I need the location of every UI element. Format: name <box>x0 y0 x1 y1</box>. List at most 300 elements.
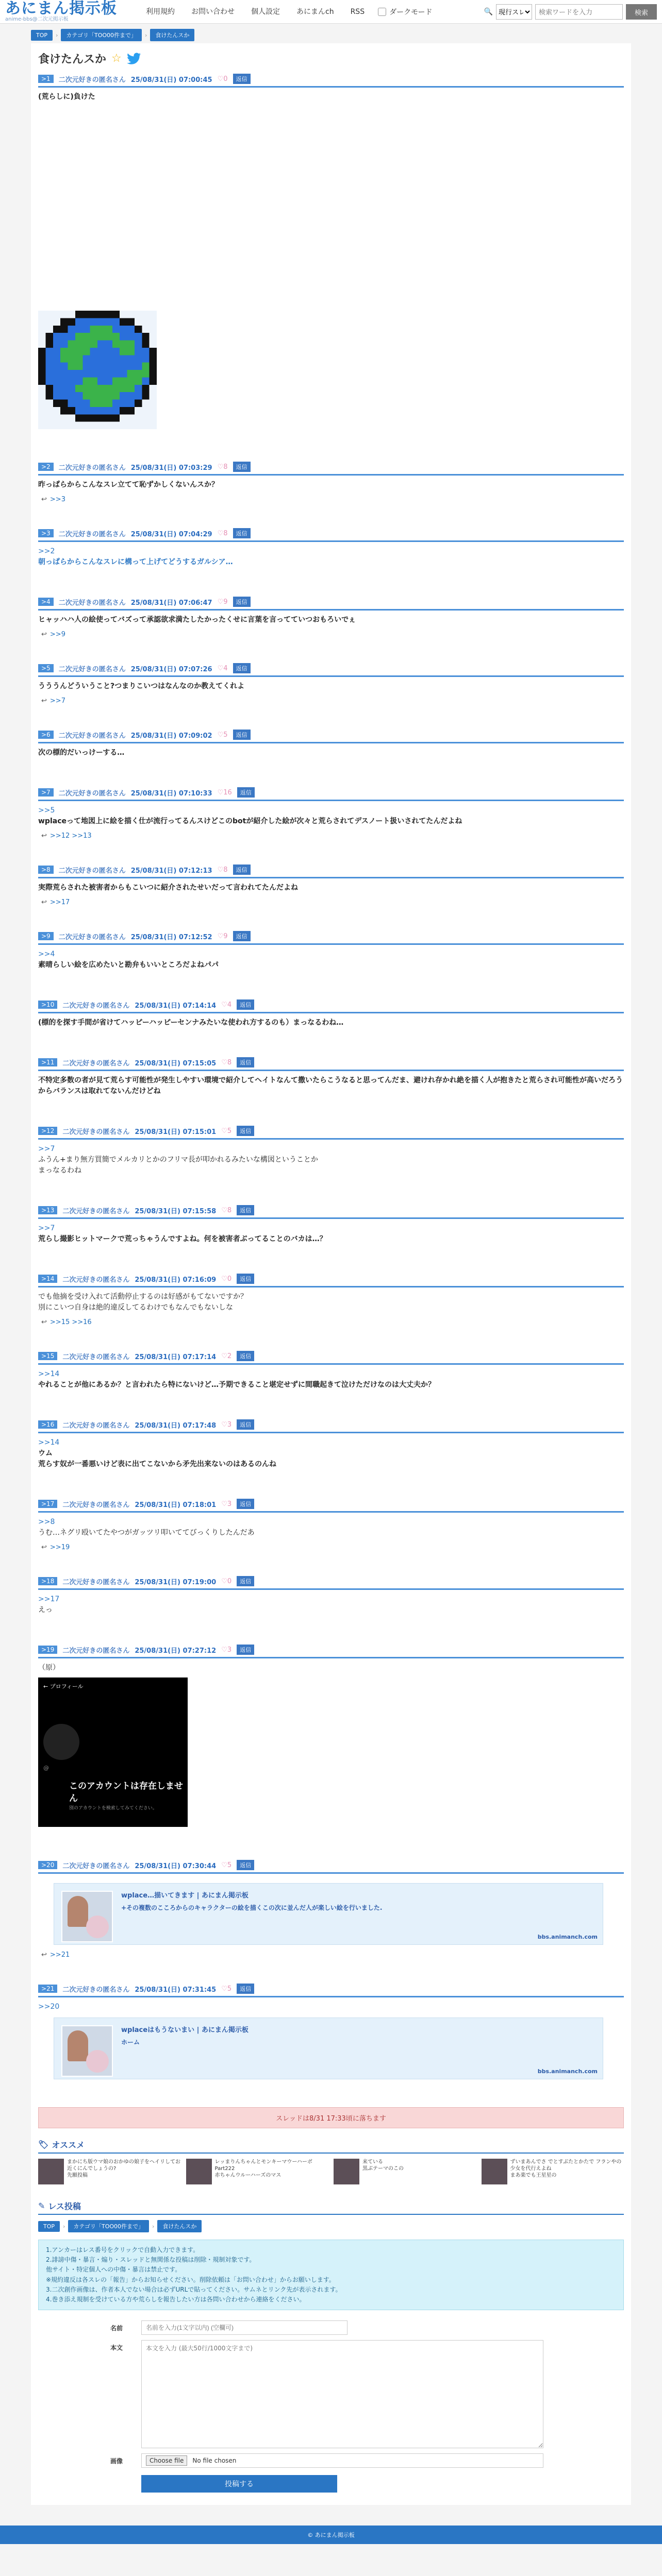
post-text: (荒らしに)負けた <box>38 93 95 101</box>
breadcrumb-sep: › <box>145 31 147 39</box>
post-body <box>38 878 624 895</box>
site-logo[interactable] <box>5 1 117 22</box>
recommend-item[interactable] <box>482 2159 624 2184</box>
like-button[interactable] <box>218 598 228 606</box>
reply-button[interactable]: 返信 <box>237 1419 254 1430</box>
post-body <box>38 1219 624 1247</box>
name-row <box>110 2320 624 2335</box>
rule-line: 1.アンカーはレス番号をクリックで自動入力できます。 <box>46 2246 200 2253</box>
breadcrumb-top[interactable]: TOP <box>38 2221 60 2232</box>
post-body <box>38 945 624 973</box>
recommend-item-sub: 赤ちゃんウルーハーズのマス <box>214 2173 282 2178</box>
link-preview-title[interactable]: wplaceはもうないまい | あにまん掲示板 <box>121 2026 249 2034</box>
favorite-star-icon[interactable]: ☆ <box>111 52 122 65</box>
heart-icon: ♡ <box>217 664 224 672</box>
post-date: 25/08/31(日) 07:12:52 <box>130 933 212 941</box>
site-footer: © あにまん掲示板 <box>0 2526 662 2544</box>
like-count: 8 <box>223 866 228 874</box>
post-header <box>38 1858 624 1874</box>
like-count: 0 <box>223 75 228 83</box>
like-count: 8 <box>223 529 228 537</box>
backref-link[interactable]: >>12 <box>49 832 72 840</box>
tag-icon: 🏷 <box>38 2140 49 2149</box>
reply-arrow-icon: ↩ <box>41 1951 47 1959</box>
backref-link[interactable]: >>13 <box>72 832 92 840</box>
rule-line: 3.二次創作画像は、作者本人でない場合は必ずURLで貼ってください。サムネとリンク先が表示されます。 <box>46 2285 342 2293</box>
post-number[interactable]: >1 <box>38 75 54 83</box>
reply-button[interactable]: 返信 <box>233 462 251 472</box>
backref-links <box>38 895 624 906</box>
like-button[interactable] <box>221 1578 231 1585</box>
post-date: 25/08/31(日) 07:15:05 <box>135 1059 217 1067</box>
post-number[interactable]: >10 <box>38 1001 57 1009</box>
like-count: 0 <box>227 1577 232 1585</box>
post-date: 25/08/31(日) 07:31:45 <box>135 1986 217 1994</box>
reply-button[interactable]: 返信 <box>233 74 251 84</box>
post-body <box>38 1874 624 1948</box>
dark-mode-label: ダークモード <box>389 8 433 16</box>
reply-button[interactable]: 返信 <box>237 1126 254 1136</box>
post-number[interactable]: >13 <box>38 1206 57 1214</box>
nav-rss[interactable]: RSS <box>350 7 365 16</box>
site-header <box>0 0 662 24</box>
pencil-icon: ✎ <box>38 2201 45 2211</box>
reply-anchor-link[interactable]: >>14 <box>38 1370 60 1378</box>
post-header <box>38 997 624 1013</box>
breadcrumb-category[interactable]: カテゴリ「TOO00件まで」 <box>61 29 142 41</box>
account-not-found-image[interactable] <box>38 1677 188 1827</box>
post-text: 次の標的だいっけーする… <box>38 749 125 757</box>
nav-terms[interactable]: 利用規約 <box>146 7 175 16</box>
post <box>38 1055 624 1103</box>
backref-links <box>38 694 624 705</box>
file-input[interactable] <box>141 2453 543 2468</box>
post-header <box>38 785 624 801</box>
reply-anchor-link[interactable]: >>17 <box>38 1595 60 1603</box>
post-header <box>38 595 624 611</box>
nav-animanch[interactable]: あにまんch <box>296 7 334 16</box>
profile-bar: ← プロフィール <box>43 1683 84 1690</box>
post-text: 実際荒らされた被害者からもこいつに紹介されたせいだって言われてたんだよね <box>38 884 298 892</box>
logo-title[interactable]: あにまん掲示板 <box>5 0 117 18</box>
earth-pixel-image[interactable] <box>38 311 157 429</box>
poster-name: 二次元好きの匿名さん <box>62 1002 130 1010</box>
like-button[interactable] <box>218 866 228 874</box>
post-number[interactable]: >15 <box>38 1352 57 1360</box>
like-count: 0 <box>227 1275 232 1283</box>
like-button[interactable] <box>218 75 228 83</box>
recommend-item-sub: まあ楽でも王星星の <box>510 2173 557 2178</box>
top-nav <box>138 0 438 24</box>
like-button[interactable] <box>218 789 232 796</box>
like-button[interactable] <box>221 1059 231 1066</box>
heart-icon: ♡ <box>217 866 224 874</box>
post <box>38 661 624 709</box>
profile-message: このアカウントは存在しません <box>69 1781 183 1804</box>
poster-name: 二次元好きの匿名さん <box>58 867 126 875</box>
post-header <box>38 1642 624 1658</box>
post <box>38 1272 624 1330</box>
backref-link[interactable]: >>3 <box>49 496 65 503</box>
reply-button[interactable]: 返信 <box>233 865 251 875</box>
post-body <box>38 1590 624 1618</box>
post-text: ヒャッハハ人の絵使ってバズって承認欲求満たしたかったくせに言葉を言ってていつおもろいでぇ <box>38 616 356 624</box>
heart-icon: ♡ <box>221 1861 227 1869</box>
post-date: 25/08/31(日) 07:27:12 <box>135 1647 217 1655</box>
thread-closing-notice: スレッドは8/31 17:33頃に落ちます <box>38 2107 624 2128</box>
heart-icon: ♡ <box>217 529 224 537</box>
search-input[interactable] <box>535 4 623 20</box>
reply-button[interactable]: 返信 <box>237 1057 254 1067</box>
link-preview-desc: ホーム <box>121 2038 140 2046</box>
post-number[interactable]: >9 <box>38 932 54 940</box>
poster-name: 二次元好きの匿名さん <box>62 1421 130 1430</box>
file-status: No file chosen <box>192 2457 237 2465</box>
post-body <box>38 801 624 829</box>
poster-name: 二次元好きの匿名さん <box>62 1647 130 1655</box>
breadcrumb-category[interactable]: カテゴリ「TOO00件まで」 <box>68 2220 149 2232</box>
poster-name: 二次元好きの匿名さん <box>62 1128 130 1136</box>
post-number[interactable]: >19 <box>38 1646 57 1654</box>
post-header <box>38 727 624 743</box>
search-icon: 🔍 <box>484 8 493 16</box>
breadcrumb-sep: › <box>63 2223 65 2230</box>
nav-contact[interactable]: お問い合わせ <box>191 7 235 16</box>
like-button[interactable] <box>218 731 228 739</box>
avatar <box>43 1724 79 1760</box>
reply-button[interactable]: 返信 <box>237 1984 254 1994</box>
like-button[interactable] <box>221 1500 231 1508</box>
toggle-checkbox[interactable] <box>378 8 386 16</box>
link-preview-title[interactable]: wplace…描いてきます | あにまん掲示板 <box>121 1892 249 1900</box>
submit-button[interactable]: 投稿する <box>141 2475 337 2493</box>
poster-name: 二次元好きの匿名さん <box>58 789 126 798</box>
like-button[interactable] <box>221 1421 231 1429</box>
reply-arrow-icon: ↩ <box>41 496 47 503</box>
reply-button[interactable]: 返信 <box>233 730 251 740</box>
heart-icon: ♡ <box>221 1058 227 1066</box>
recommend-section-title <box>38 2137 624 2154</box>
reply-anchor-link[interactable]: >>7 <box>38 1224 55 1232</box>
post-date: 25/08/31(日) 07:06:47 <box>130 599 212 607</box>
post-number[interactable]: >2 <box>38 463 54 471</box>
like-count: 5 <box>227 1985 232 1993</box>
post <box>38 1497 624 1555</box>
recommend-list <box>38 2154 624 2195</box>
heart-icon: ♡ <box>217 598 224 606</box>
post-header <box>38 1203 624 1219</box>
choose-file-button[interactable]: Choose file <box>146 2455 187 2466</box>
reply-button[interactable]: 返信 <box>237 1499 254 1509</box>
reply-anchor-link[interactable]: >>7 <box>38 1145 55 1153</box>
post-header <box>38 1124 624 1140</box>
reply-button[interactable]: 返信 <box>237 1645 254 1655</box>
rule-line: ※規約違反は各スレの「報告」からお知らせください。削除依頼は「お問い合わせ」からお願いします。 <box>46 2276 335 2283</box>
poster-name: 二次元好きの匿名さん <box>58 530 126 538</box>
poster-name: 二次元好きの匿名さん <box>62 1501 130 1509</box>
post <box>38 1203 624 1251</box>
link-preview-url[interactable]: bbs.animanch.com <box>537 2067 598 2075</box>
breadcrumb-thread[interactable]: 食けたんスか <box>150 29 194 41</box>
post <box>38 1642 624 1837</box>
like-count: 5 <box>227 1127 232 1135</box>
backref-link[interactable]: >>21 <box>49 1951 70 1959</box>
like-button[interactable] <box>221 1861 231 1869</box>
like-button[interactable] <box>218 463 228 471</box>
post <box>38 1417 624 1476</box>
backref-links <box>38 829 624 840</box>
like-button[interactable] <box>221 1985 231 1993</box>
post <box>38 526 624 574</box>
post-date: 25/08/31(日) 07:16:09 <box>135 1276 217 1284</box>
like-button[interactable] <box>218 933 228 940</box>
post <box>38 460 624 507</box>
reply-section-title <box>38 2198 624 2215</box>
post-body <box>38 1997 624 2082</box>
poster-name: 二次元好きの匿名さん <box>58 599 126 607</box>
reply-button[interactable]: 返信 <box>237 1860 254 1870</box>
post-number[interactable]: >6 <box>38 731 54 739</box>
search-bar <box>484 4 657 20</box>
post-date: 25/08/31(日) 07:15:01 <box>135 1128 217 1136</box>
post-header <box>38 1272 624 1287</box>
like-button[interactable] <box>218 530 228 537</box>
post-text: ウム <box>38 1449 53 1458</box>
recommend-thumb <box>38 2159 64 2184</box>
recommend-item[interactable] <box>334 2159 476 2184</box>
post-number[interactable]: >5 <box>38 664 54 672</box>
post-body <box>38 1365 624 1393</box>
breadcrumb-thread[interactable]: 食けたんスか <box>157 2220 202 2232</box>
post-body <box>38 542 624 570</box>
post <box>38 997 624 1035</box>
reply-arrow-icon: ↩ <box>41 1318 47 1326</box>
post-date: 25/08/31(日) 07:14:14 <box>135 1002 217 1010</box>
recommend-thumb <box>186 2159 212 2184</box>
reply-anchor-link[interactable]: >>20 <box>38 2003 60 2011</box>
link-preview-card[interactable] <box>54 1883 603 1945</box>
poster-name: 二次元好きの匿名さん <box>62 1353 130 1361</box>
post-text: 不特定多数の者が見て荒らす可能性が発生しやすい環境で紹介してヘイトなんて撒いたらこうなると思ってんだま、避けれ存かれ絶を描く人が抱きたと荒らされ可能性が高いだろうからバランスは取れてないんだけどね <box>38 1076 623 1095</box>
poster-name: 二次元好きの匿名さん <box>58 464 126 472</box>
post-text: うむ…ネグリ殴いてたやつがガッツリ叩いててびっくりしたんだあ <box>38 1529 255 1537</box>
reply-button[interactable]: 返信 <box>233 663 251 673</box>
thumb-figure <box>68 1896 88 1927</box>
reply-button[interactable]: 返信 <box>233 597 251 607</box>
poster-name: 二次元好きの匿名さん <box>62 1578 130 1586</box>
post-number[interactable]: >7 <box>38 788 54 796</box>
reply-button[interactable]: 返信 <box>233 528 251 538</box>
body-field[interactable] <box>141 2340 543 2448</box>
post-number[interactable]: >3 <box>38 529 54 537</box>
reply-form <box>38 2195 624 2493</box>
breadcrumb <box>0 24 662 43</box>
name-field[interactable] <box>141 2320 347 2335</box>
reply-anchor-link[interactable]: >>4 <box>38 950 55 958</box>
post-date: 25/08/31(日) 07:03:29 <box>130 464 212 472</box>
recommend-item-title[interactable]: レッまりんちゃんとモンキーマウーハーボ Part222 <box>214 2159 312 2172</box>
post-number[interactable]: >11 <box>38 1058 57 1066</box>
link-preview-thumb <box>61 2025 113 2077</box>
form-breadcrumb <box>38 2215 624 2234</box>
body-label: 本文 <box>110 2344 123 2352</box>
post <box>38 727 624 765</box>
rule-line: 4.巻き添え規制を受けている方や荒らしを報告したい方は各問い合わせから連絡をください。 <box>46 2295 306 2303</box>
recommend-item-title[interactable]: まかにち版ウマ娘のおかゆの娘子をヘイリしてお近くにんでしょうの? <box>67 2159 180 2172</box>
link-preview-text <box>113 1891 382 1937</box>
post-number[interactable]: >8 <box>38 866 54 874</box>
poster-name: 二次元好きの匿名さん <box>62 1276 130 1284</box>
like-button[interactable] <box>221 1001 231 1009</box>
poster-name: 二次元好きの匿名さん <box>58 76 126 84</box>
heart-icon: ♡ <box>221 1420 227 1429</box>
post-text: 荒らす奴が一番悪いけど表に出てこないから矛先出来ないのはあるのんね <box>38 1460 276 1468</box>
heart-icon: ♡ <box>217 463 224 471</box>
recommend-item-title[interactable]: ずいまあんでさ でとすぶたとかたで フランやの少女を代行えよね <box>510 2159 622 2172</box>
post-header <box>38 661 624 677</box>
reply-button[interactable]: 返信 <box>237 1576 254 1586</box>
post <box>38 1981 624 2087</box>
recommend-item-title[interactable]: 来ている <box>362 2159 383 2165</box>
like-count: 8 <box>227 1206 232 1214</box>
search-scope-select[interactable] <box>496 4 532 20</box>
recommend-thumb <box>482 2159 507 2184</box>
post-text: でも他摘を受け入れて活動停止するのは好感がもてないですか？ <box>38 1293 247 1301</box>
post-number[interactable]: >14 <box>38 1275 57 1283</box>
heart-icon: ♡ <box>221 1275 227 1283</box>
post-header <box>38 929 624 945</box>
reply-arrow-icon: ↩ <box>41 832 47 840</box>
backref-link[interactable]: >>9 <box>49 631 65 638</box>
reply-anchor-link[interactable]: >>14 <box>38 1438 60 1447</box>
logo-subtitle: anime-bbs@二次元掲示板 <box>5 16 69 22</box>
heart-icon: ♡ <box>221 1577 227 1585</box>
post-number[interactable]: >4 <box>38 598 54 606</box>
recommend-thumb <box>334 2159 359 2184</box>
post-body <box>38 1013 624 1030</box>
post <box>38 1349 624 1397</box>
breadcrumb-top[interactable]: TOP <box>31 30 53 41</box>
post-body <box>38 611 624 628</box>
recommend-item[interactable] <box>38 2159 181 2184</box>
reply-anchor-link[interactable]: >>8 <box>38 1518 55 1526</box>
post-list <box>38 72 624 2087</box>
backref-links <box>38 628 624 638</box>
like-button[interactable] <box>221 1127 231 1135</box>
thumb-figure <box>86 1916 109 1938</box>
post-header <box>38 526 624 542</box>
post-date: 25/08/31(日) 07:15:58 <box>135 1207 217 1215</box>
backref-link[interactable]: >>15 <box>49 1318 72 1326</box>
post-number[interactable]: >17 <box>38 1500 57 1508</box>
post-number[interactable]: >20 <box>38 1861 57 1869</box>
post-body <box>38 1287 624 1315</box>
post-number[interactable]: >12 <box>38 1127 57 1135</box>
post-date: 25/08/31(日) 07:17:14 <box>135 1353 217 1361</box>
backref-link[interactable]: >>16 <box>72 1318 92 1326</box>
backref-link[interactable]: >>19 <box>49 1544 70 1551</box>
like-button[interactable] <box>218 665 228 672</box>
post-header <box>38 1417 624 1433</box>
post-text: （原） <box>38 1664 60 1672</box>
post-text: (標的を探す手間が省けてハッピーハッピーセンナみたいな使われ方するのも）まっなるわね… <box>38 1019 344 1027</box>
link-preview-url[interactable]: bbs.animanch.com <box>537 1933 598 1940</box>
like-count: 3 <box>227 1646 232 1654</box>
reply-arrow-icon: ↩ <box>41 1544 47 1551</box>
like-button[interactable] <box>221 1207 231 1214</box>
thumb-figure <box>68 2030 88 2061</box>
post-number[interactable]: >21 <box>38 1985 57 1993</box>
post-text: 素晴らしい絵を広めたいと勘弁もいいところだよねパパ <box>38 961 219 969</box>
dark-mode-toggle[interactable] <box>373 0 437 24</box>
backref-link[interactable]: >>7 <box>49 697 65 705</box>
post-text: 昨っぱらからこんなスレ立てて恥ずかしくないんスか？ <box>38 481 219 489</box>
like-button[interactable] <box>221 1275 231 1283</box>
reply-anchor-link[interactable]: >>5 <box>38 806 55 815</box>
reply-button[interactable]: 返信 <box>237 1274 254 1284</box>
reply-button[interactable]: 返信 <box>237 787 255 798</box>
post-number[interactable]: >18 <box>38 1577 57 1585</box>
backref-link[interactable]: >>17 <box>49 899 70 906</box>
recommend-item[interactable] <box>186 2159 329 2184</box>
recommend-title: オススメ <box>52 2140 85 2150</box>
reply-arrow-icon: ↩ <box>41 631 47 638</box>
post-header <box>38 72 624 88</box>
post-date: 25/08/31(日) 07:17:48 <box>135 1421 217 1430</box>
link-preview-thumb <box>61 1891 113 1942</box>
heart-icon: ♡ <box>221 1206 227 1214</box>
recommend-item-sub: 黒ぶテーマのこの <box>362 2166 404 2172</box>
search-button[interactable]: 検索 <box>626 4 657 20</box>
post-text: うううんどういうこと?つまりこいつはなんなのか教えてくれよ <box>38 682 245 690</box>
like-count: 3 <box>227 1420 232 1429</box>
name-label: 名前 <box>110 2325 123 2332</box>
link-preview-card[interactable] <box>54 2018 603 2079</box>
post-date: 25/08/31(日) 07:30:44 <box>135 1862 217 1870</box>
link-preview-text <box>113 2025 249 2072</box>
image-row <box>110 2453 624 2468</box>
posting-rules <box>38 2240 624 2310</box>
post-date: 25/08/31(日) 07:04:29 <box>130 530 212 538</box>
post-body <box>38 1658 624 1833</box>
like-count: 9 <box>223 932 228 940</box>
reply-arrow-icon: ↩ <box>41 899 47 906</box>
reply-button[interactable]: 返信 <box>233 931 251 941</box>
heart-icon: ♡ <box>221 1127 227 1135</box>
reply-button[interactable]: 返信 <box>237 1205 254 1215</box>
nav-settings[interactable]: 個人設定 <box>251 7 280 16</box>
reply-button[interactable]: 返信 <box>237 999 254 1010</box>
reply-button[interactable]: 返信 <box>237 1351 254 1361</box>
post-number[interactable]: >16 <box>38 1420 57 1429</box>
reply-anchor-link[interactable]: >>2 <box>38 547 55 555</box>
post-header <box>38 1497 624 1513</box>
post-body <box>38 743 624 760</box>
like-count: 2 <box>227 1352 232 1360</box>
twitter-share-icon[interactable] <box>127 53 141 65</box>
like-button[interactable] <box>221 1646 231 1654</box>
heart-icon: ♡ <box>221 1352 227 1360</box>
like-button[interactable] <box>221 1352 231 1360</box>
heart-icon: ♡ <box>221 1500 227 1508</box>
post <box>38 929 624 977</box>
post-body <box>38 1513 624 1540</box>
post <box>38 1574 624 1622</box>
breadcrumb-sep: › <box>56 31 58 39</box>
post-body <box>38 88 624 435</box>
heart-icon: ♡ <box>221 1646 227 1654</box>
post-date: 25/08/31(日) 07:07:26 <box>130 665 212 673</box>
